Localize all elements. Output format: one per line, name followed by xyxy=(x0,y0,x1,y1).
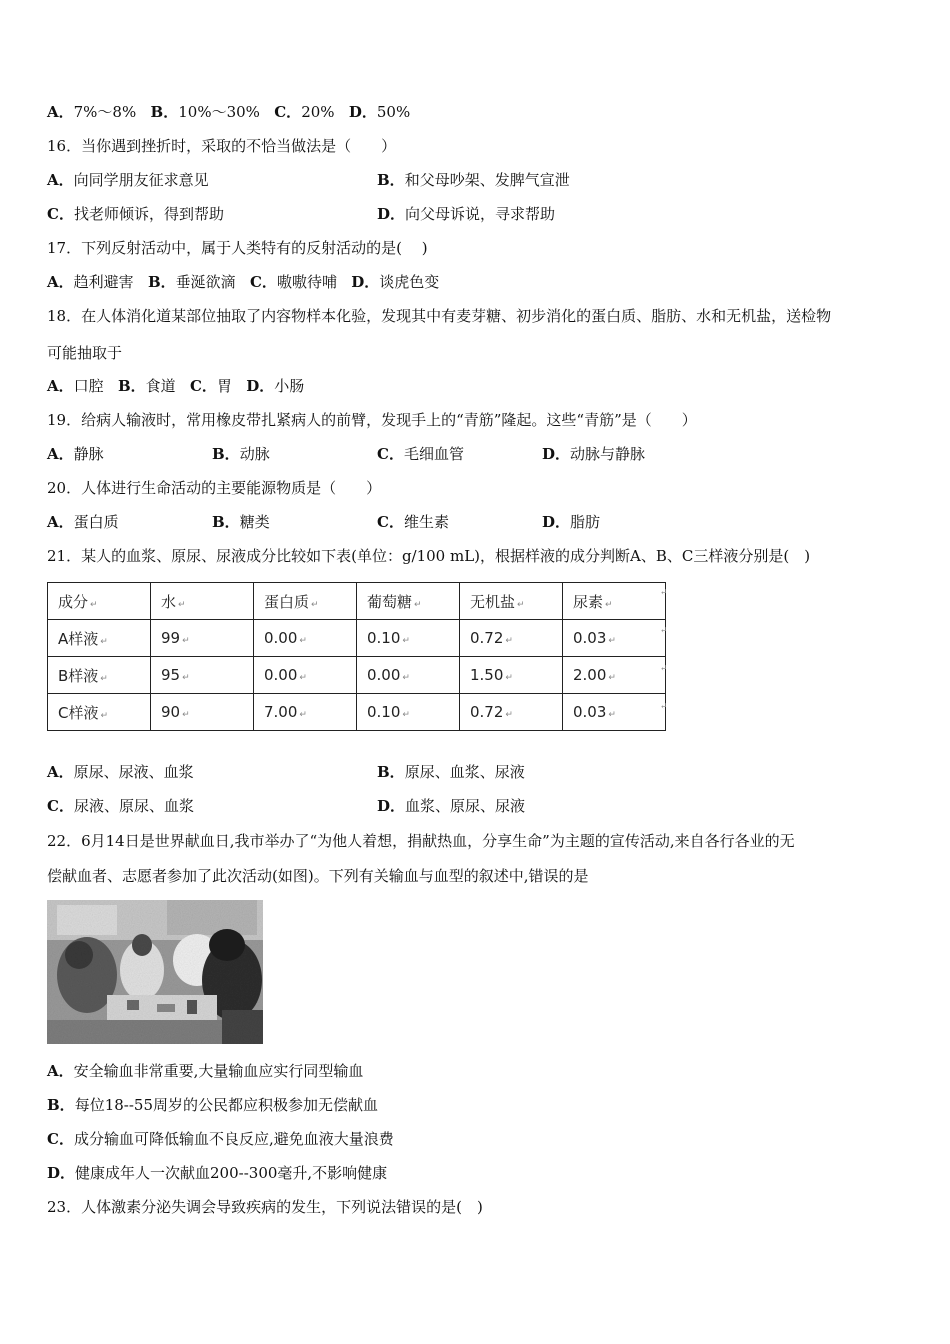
q21-option-d: D．血浆、原尿、尿液 xyxy=(377,797,526,815)
q21-stem: 21．某人的血浆、原尿、尿液成分比较如下表(单位：g/100 mL)，根据样液的成分判断A、B、C三样液分别是( ) xyxy=(47,547,811,565)
q17-options: A．趋利避害 B．垂涎欲滴 C．嗷嗷待哺 D．谈虎色变 xyxy=(47,273,440,291)
return-mark-icon: ↵ xyxy=(402,673,410,683)
return-mark-icon: ↵ xyxy=(608,636,616,646)
q16-stem: 16．当你遇到挫折时，采取的不恰当做法是（ ） xyxy=(47,137,397,155)
q18-stem-line2: 可能抽取于 xyxy=(47,344,123,362)
q19-stem: 19．给病人输液时，常用橡皮带扎紧病人的前臂，发现手上的“青筋”隆起。这些“青筋”是（ ） xyxy=(47,411,697,429)
table-cell: 0.72 ↵ xyxy=(460,694,563,731)
q21-option-c: C．尿液、原尿、血浆 xyxy=(47,797,194,815)
return-mark-icon: ↵ xyxy=(605,599,613,610)
table-header-cell: 葡萄糖 ↵ xyxy=(357,583,460,620)
table-row xyxy=(48,694,666,731)
table-row xyxy=(48,657,666,694)
return-mark-icon: ↵ xyxy=(608,673,616,683)
table-cell: B样液 ↵ xyxy=(48,657,151,694)
q19-option-d: D．动脉与静脉 xyxy=(542,445,646,463)
table-cell: 0.03 ↵ xyxy=(563,694,666,731)
table-cell: 0.00 ↵ xyxy=(254,620,357,657)
table-cell: 0.00 ↵ xyxy=(357,657,460,694)
q21-option-a: A．原尿、尿液、血浆 xyxy=(47,763,194,781)
q22-option-d: D．健康成年人一次献血200--300毫升,不影响健康 xyxy=(47,1164,388,1182)
q20-option-b: B．糖类 xyxy=(212,513,270,531)
q17-stem: 17．下列反射活动中，属于人类特有的反射活动的是( ) xyxy=(47,239,428,257)
return-mark-icon: ↵ xyxy=(100,636,108,647)
q22-option-a: A．安全输血非常重要,大量输血应实行同型输血 xyxy=(47,1062,364,1080)
row-end-mark-icon: ↵ xyxy=(660,702,668,712)
return-mark-icon: ↵ xyxy=(100,710,109,721)
table-cell: 0.00 ↵ xyxy=(254,657,357,694)
return-mark-icon: ↵ xyxy=(90,599,98,610)
return-mark-icon: ↵ xyxy=(182,636,190,646)
return-mark-icon: ↵ xyxy=(505,710,513,720)
q20-option-d: D．脂肪 xyxy=(542,513,601,531)
table-header-cell: 成分 ↵ xyxy=(48,583,151,620)
q23-stem: 23．人体激素分泌失调会导致疾病的发生，下列说法错误的是( ) xyxy=(47,1198,483,1216)
blood-donation-photo xyxy=(47,900,263,1044)
return-mark-icon: ↵ xyxy=(402,710,410,720)
table-header-cell: 尿素 ↵ xyxy=(563,583,666,620)
table-cell: 7.00 ↵ xyxy=(254,694,357,731)
return-mark-icon: ↵ xyxy=(182,673,190,683)
q18-stem-line1: 18．在人体消化道某部位抽取了内容物样本化验，发现其中有麦芽糖、初步消化的蛋白质、脂肪、水和无机盐，送检物 xyxy=(47,307,832,325)
q20-option-a: A．蛋白质 xyxy=(47,513,119,531)
table-row xyxy=(48,620,666,657)
composition-table xyxy=(47,582,666,731)
table-cell: 1.50 ↵ xyxy=(460,657,563,694)
return-mark-icon: ↵ xyxy=(299,673,307,683)
table-cell: 0.03 ↵ xyxy=(563,620,666,657)
table-header-cell: 水 ↵ xyxy=(151,583,254,620)
q19-option-c: C．毛细血管 xyxy=(377,445,464,463)
return-mark-icon: ↵ xyxy=(414,599,422,610)
table-cell: A样液 ↵ xyxy=(48,620,151,657)
return-mark-icon: ↵ xyxy=(299,636,307,646)
return-mark-icon: ↵ xyxy=(299,710,307,720)
q22-option-c: C．成分输血可降低输血不良反应,避免血液大量浪费 xyxy=(47,1130,394,1148)
q15-options: A．7%～8% B．10%～30% C．20% D．50% xyxy=(47,103,411,121)
q16-option-c: C．找老师倾诉，得到帮助 xyxy=(47,205,224,223)
q22-stem-line1: 22．6月14日是世界献血日,我市举办了“为他人着想，捐献热血，分享生命”为主题的宣传活动,来自各行各业的无 xyxy=(47,832,795,850)
table-header-cell: 蛋白质 ↵ xyxy=(254,583,357,620)
row-end-mark-icon: ↵ xyxy=(660,626,668,636)
table-cell: 90 ↵ xyxy=(151,694,254,731)
table-header-row xyxy=(48,583,666,620)
return-mark-icon: ↵ xyxy=(100,673,108,684)
table-cell: 95 ↵ xyxy=(151,657,254,694)
row-end-mark-icon: ↵ xyxy=(660,664,668,674)
return-mark-icon: ↵ xyxy=(505,673,513,683)
q19-option-b: B．动脉 xyxy=(212,445,270,463)
q22-stem-line2: 偿献血者、志愿者参加了此次活动(如图)。下列有关输血与血型的叙述中,错误的是 xyxy=(47,867,589,885)
return-mark-icon: ↵ xyxy=(517,599,525,610)
q20-option-c: C．维生素 xyxy=(377,513,449,531)
q22-option-b: B．每位18--55周岁的公民都应积极参加无偿献血 xyxy=(47,1096,378,1114)
table-cell: 0.10 ↵ xyxy=(357,620,460,657)
q19-option-a: A．静脉 xyxy=(47,445,104,463)
q16-option-d: D．向父母诉说，寻求帮助 xyxy=(377,205,556,223)
q21-option-b: B．原尿、血浆、尿液 xyxy=(377,763,525,781)
table-cell: C样液 ↵ xyxy=(48,694,151,731)
q16-option-a: A．向同学朋友征求意见 xyxy=(47,171,209,189)
q18-options: A．口腔 B．食道 C．胃 D．小肠 xyxy=(47,377,305,395)
table-cell: 2.00 ↵ xyxy=(563,657,666,694)
table-header-cell: 无机盐 ↵ xyxy=(460,583,563,620)
table-cell: 99 ↵ xyxy=(151,620,254,657)
return-mark-icon: ↵ xyxy=(608,710,616,720)
return-mark-icon: ↵ xyxy=(178,599,186,610)
table-cell: 0.72 ↵ xyxy=(460,620,563,657)
return-mark-icon: ↵ xyxy=(311,599,319,610)
row-end-mark-icon: ↵ xyxy=(660,588,668,598)
return-mark-icon: ↵ xyxy=(182,710,190,720)
return-mark-icon: ↵ xyxy=(505,636,513,646)
q16-option-b: B．和父母吵架、发脾气宣泄 xyxy=(377,171,570,189)
table-cell: 0.10 ↵ xyxy=(357,694,460,731)
q20-stem: 20．人体进行生命活动的主要能源物质是（ ） xyxy=(47,479,382,497)
return-mark-icon: ↵ xyxy=(402,636,410,646)
